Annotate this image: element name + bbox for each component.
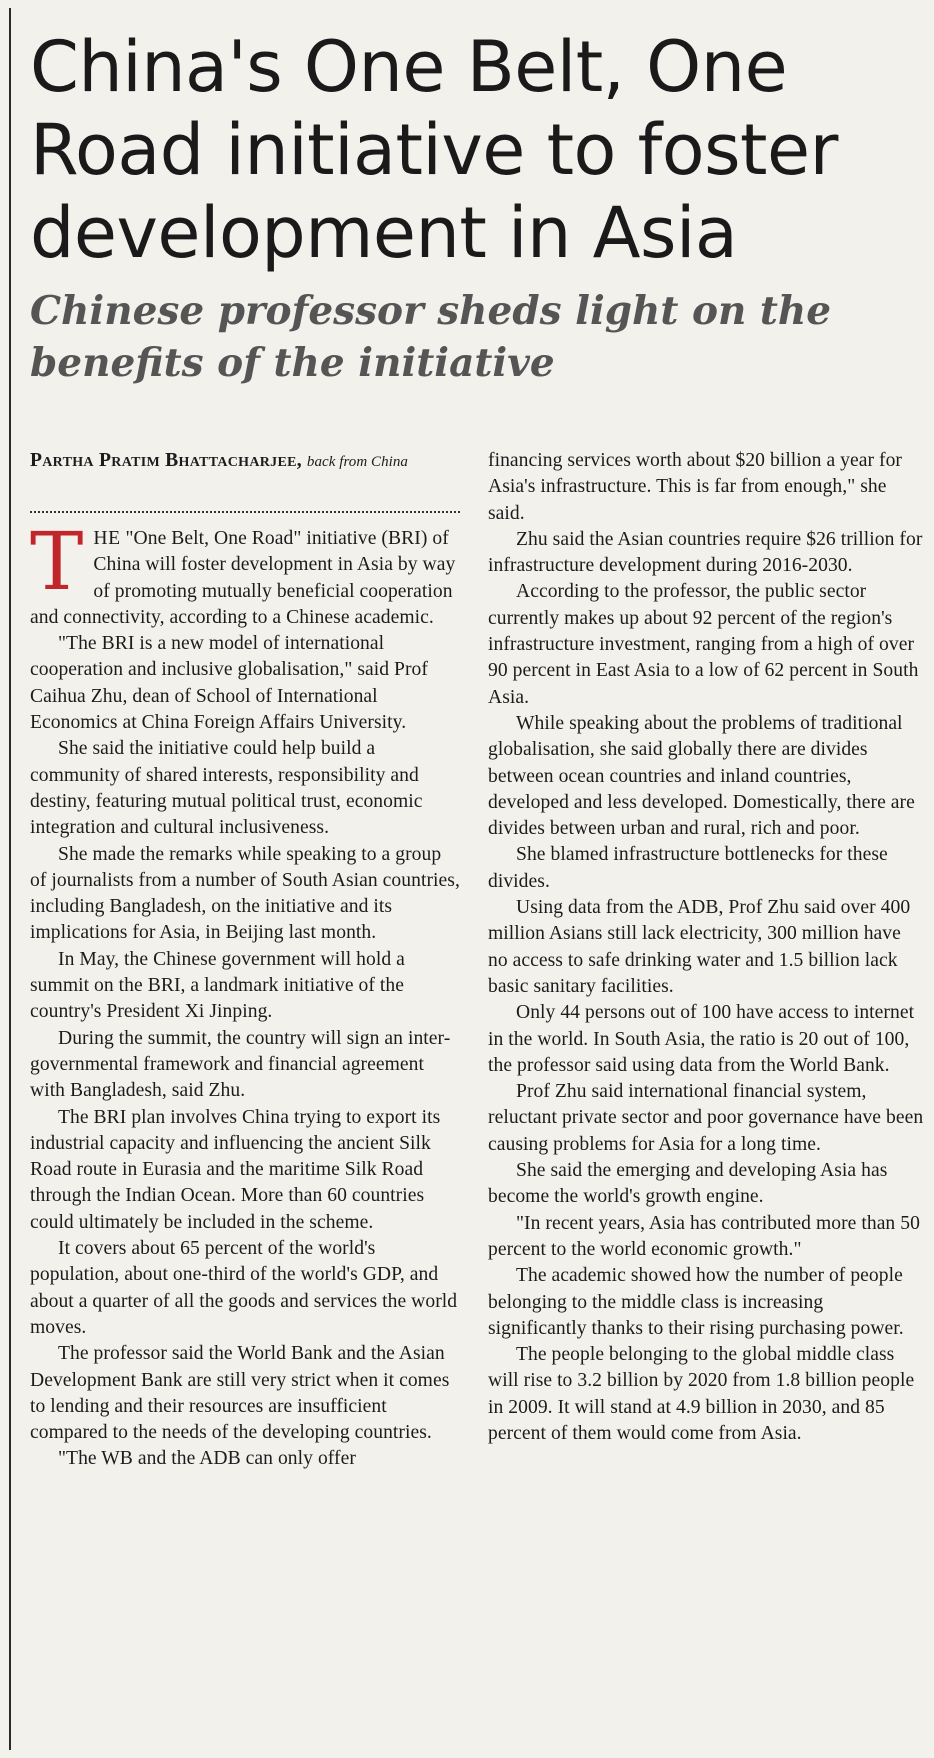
article [30,26,925,1470]
lead-caps: HE [93,528,121,549]
paragraph: "In recent years, Asia has contributed more than 50 percent to the world economic growth." [488,1212,920,1260]
subheadline: Chinese professor sheds light on the benefits of the initiative [30,288,832,386]
paragraph: It covers about 65 percent of the world's population, about one-third of the world's GDP, and about a quarter of all the goods and services the world moves. [30,1238,458,1338]
byline-author: Partha Pratim Bhattacharjee, [30,450,302,471]
paragraph: The professor said the World Bank and the Asian Development Bank are still very strict when it comes to lending and their resources are insufficient compared to the needs of the developing countries. [30,1343,450,1444]
headline: China's One Belt, One Road initiative to foster development in Asia [30,26,838,274]
byline [30,448,460,500]
right-column [488,448,925,1447]
continued-paragraph: financing services worth about $20 billion a year for Asia's infrastructure. This is far from enough," she said. [488,450,902,524]
paragraph: Only 44 persons out of 100 have access to internet in the world. In South Asia, the ratio is 20 out of 100, the professor said using data from the World Bank. [488,1002,915,1076]
paragraph: "The WB and the ADB can only offer [58,1448,356,1470]
paragraph: She blamed infrastructure bottlenecks for these divides. [488,844,888,892]
lead-text: "One Belt, One Road" initiative (BRI) of China will foster development in Asia by way of promoting mutually beneficial cooperation and connectivity, according to a Chinese academic. [30,528,456,628]
lead-paragraph [30,515,460,631]
paragraph: "The BRI is a new model of international cooperation and inclusive globalisation," said Prof Caihua Zhu, dean of School of International Economics at China Foreign Affairs University. [30,633,428,734]
drop-cap: T [30,515,84,608]
paragraph: The BRI plan involves China trying to export its industrial capacity and influencing the ancient Silk Road route in Eurasia and the maritime Silk Road through the Indian Ocean. More than 60 countries could ultimately be included in the scheme. [30,1106,441,1233]
paragraph: She said the emerging and developing Asia has become the world's growth engine. [488,1160,888,1208]
paragraph: Using data from the ADB, Prof Zhu said over 400 million Asians still lack electricity, 300 million have no access to safe drinking water and 1.5 billion lack basic sanitary facilities. [488,897,911,997]
paragraph: The academic showed how the number of people belonging to the middle class is increasing significantly thanks to their rising purchasing power. [488,1265,904,1339]
paragraph: She made the remarks while speaking to a group of journalists from a number of South Asian countries, including Bangladesh, on the initiative and its implications for Asia, in Beijing last month. [30,843,460,944]
left-column [30,448,460,1473]
paragraph: Zhu said the Asian countries require $26 trillion for infrastructure development during 2016-2030. [488,528,923,577]
paragraph: According to the professor, the public sector currently makes up about 92 percent of the region's infrastructure investment, ranging from a high of over 90 percent in East Asia to a low of 62 percent in South Asia. [488,581,919,708]
paragraph: She said the initiative could help build a community of shared interests, responsibility and destiny, featuring mutual political trust, economic integration and cultural inclusiveness. [30,738,423,839]
paragraph: Prof Zhu said international financial system, reluctant private sector and poor governance have been causing problems for Asia for a long time. [488,1081,924,1155]
paragraph: The people belonging to the global middle class will rise to 3.2 billion by 2020 from 1.8 billion people in 2009. It will stand at 4.9 billion in 2030, and 85 percent of them would come from Asia. [488,1344,915,1444]
byline-divider [30,511,460,513]
paragraph: During the summit, the country will sign an inter-governmental framework and financial agreement with Bangladesh, said Zhu. [30,1027,451,1102]
paragraph: While speaking about the problems of traditional globalisation, she said globally there are divides between ocean countries and inland countries, developed and less developed. Domestically, there are divides between urban and rural, rich and poor. [488,712,915,840]
paragraph: In May, the Chinese government will hold a summit on the BRI, a landmark initiative of the country's President Xi Jinping. [30,948,405,1023]
column-rule [9,8,11,1750]
byline-location: back from China [306,454,408,470]
